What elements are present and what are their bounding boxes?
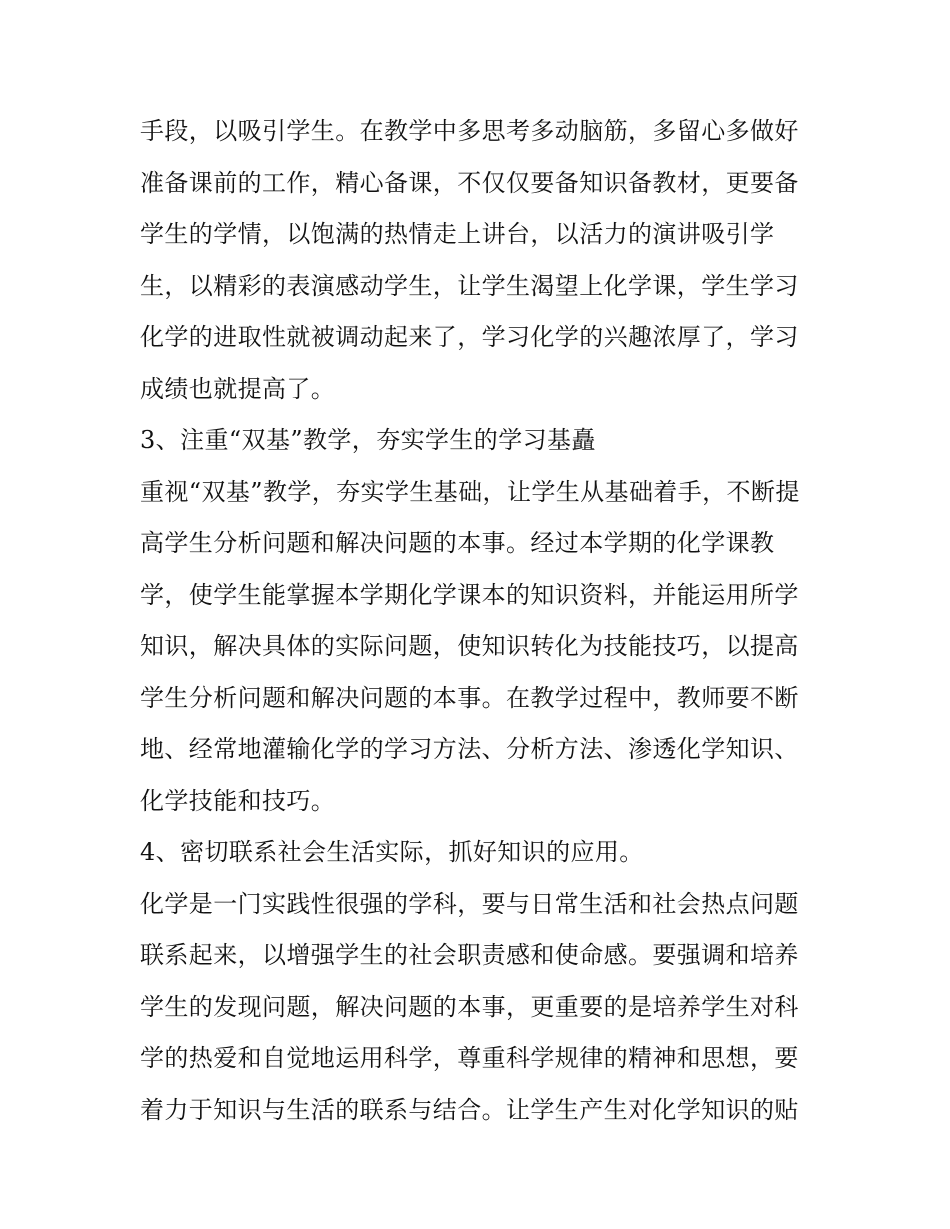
text-line: 联系起来，以增强学生的社会职责感和使命感。要强调和培养 <box>140 941 799 969</box>
body-text <box>140 106 815 1136</box>
text-line: 学生的学情，以饱满的热情走上讲台，以活力的演讲吸引学 <box>140 220 775 248</box>
text-line: 重视“双基”教学，夯实学生基础，让学生从基础着手，不断提 <box>140 477 800 506</box>
text-line: 准备课前的工作，精心备课，不仅仅要备知识备教材，更要备 <box>140 168 799 197</box>
text-line: 手段，以吸引学生。在教学中多思考多动脑筋，多留心多做好 <box>140 117 799 145</box>
text-line: 化学技能和技巧。 <box>140 786 336 815</box>
text-line: 地、经常地灌输化学的学习方法、分析方法、渗透化学知识、 <box>140 735 799 763</box>
text-line: 学生的发现问题，解决问题的本事，更重要的是培养学生对科 <box>140 992 799 1021</box>
text-line: 生，以精彩的表演感动学生，让学生渴望上化学课，学生学习 <box>140 271 799 300</box>
section-heading-3: 3、注重“双基”教学，夯实学生的学习基矗 <box>140 426 596 454</box>
text-line: 学，使学生能掌握本学期化学课本的知识资料，并能运用所学 <box>140 580 799 609</box>
text-line: 着力于知识与生活的联系与结合。让学生产生对化学知识的贴 <box>140 1095 799 1124</box>
text-line: 化学的进取性就被调动起来了，学习化学的兴趣浓厚了，学习 <box>140 323 799 351</box>
section-heading-4: 4、密切联系社会生活实际，抓好知识的应用。 <box>140 838 644 866</box>
text-line: 化学是一门实践性很强的学科，要与日常生活和社会热点问题 <box>140 889 799 918</box>
text-line: 学的热爱和自觉地运用科学，尊重科学规律的精神和思想，要 <box>140 1044 799 1072</box>
text-line: 知识，解决具体的实际问题，使知识转化为技能技巧，以提高 <box>140 632 799 660</box>
text-line: 学生分析问题和解决问题的本事。在教学过程中，教师要不断 <box>140 683 799 712</box>
text-line: 成绩也就提高了。 <box>140 374 336 403</box>
text-line: 高学生分析问题和解决问题的本事。经过本学期的化学课教 <box>140 529 775 557</box>
